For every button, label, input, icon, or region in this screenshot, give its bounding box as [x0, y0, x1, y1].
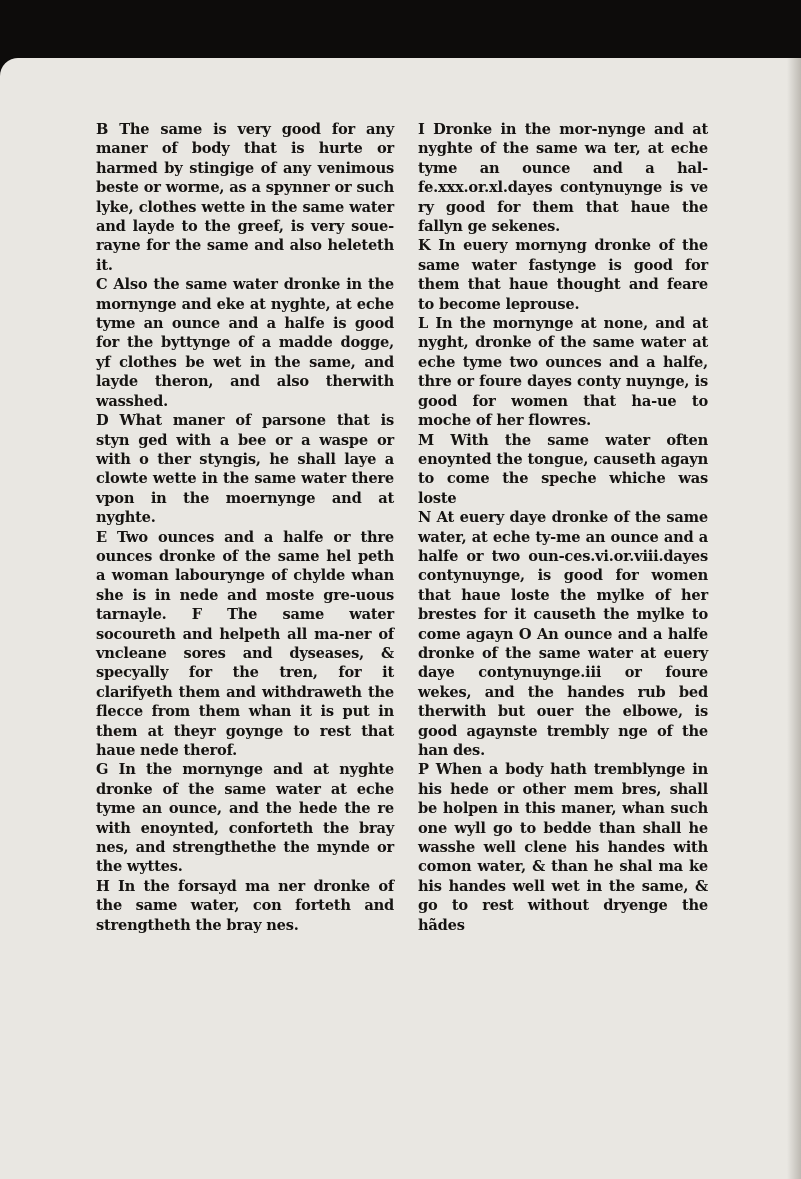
right-column	[418, 120, 708, 935]
paragraph-p: P When a body hath tremblynge in his hede or other mem bres, shall be holpen in this maner, whan such one wyll go to bedde than shall he wasshe well clene his handes with comon water, & than he shal ma ke his handes well wet in the same, & go to rest without dryenge the hãdes	[418, 761, 708, 934]
paragraph-g: G In the mornynge and at nyghte dronke of the same water at eche tyme an ounce, and the hede the re with enoynted, conforteth the bray nes, and strengthethe the mynde or the wyttes.	[96, 761, 394, 876]
paragraph-e-f: E Two ounces and a halfe or thre ounces dronke of the same hel peth a woman labourynge of chylde whan she is in nede and moste gre-uous tarnayle. F The same water socoureth and helpeth all ma-ner of vncleane sores and dyseases, & specyally for the tren, for it clarifyeth them and withdraweth the flecce from them whan it is put in them at theyr goynge to rest that haue nede therof.	[96, 528, 394, 759]
paragraph-n-o: N At euery daye dronke of the same water, at eche ty-me an ounce and a halfe or two oun-ces.vi.or.viii.dayes contynuynge, is good for women that haue loste the mylke of her brestes for it causeth the mylke to come agayn O An ounce and a halfe dronke of the same water at euery daye contynuynge.iii or foure wekes, and the handes rub bed therwith but ouer the elbowe, is good agaynste trembly nge of the han des.	[418, 509, 708, 759]
page-edge-right	[787, 58, 801, 1179]
paragraph-l: L In the mornynge at none, and at nyght, dronke of the same water at eche tyme two ounces and a halfe, thre or foure dayes conty nuynge, is good for women that ha-ue to moche of her flowres.	[418, 315, 708, 430]
paragraph-b: B The same is very good for any maner of body that is hurte or harmed by stingige of any venimous beste or worme, as a spynner or such lyke, clothes wette in the same water and layde to the greef, is very soue-rayne for the same and also heleteth it.	[96, 121, 394, 274]
paragraph-h: H In the forsayd ma ner dronke of the same water, con forteth and strengtheth the bray nes.	[96, 877, 394, 934]
paragraph-i: I Dronke in the mor-nynge and at nyghte of the same wa ter, at eche tyme an ounce and a hal-fe.xxx.or.xl.dayes contynuynge is ve ry good for them that haue the fallyn ge sekenes.	[418, 121, 708, 236]
paragraph-m: M With the same water often enoynted the tongue, causeth agayn to come the speche whiche was loste	[418, 431, 708, 507]
paragraph-k: K In euery mornyng dronke of the same water fastynge is good for them that haue thought and feare to become leprouse.	[418, 237, 708, 313]
paragraph-d: D What maner of parsone that is styn ged with a bee or a waspe or with o ther styngis, he shall laye a clowte wette in the same water there vpon in the moernynge and at nyghte.	[96, 412, 394, 527]
left-column	[96, 120, 394, 935]
paragraph-c: C Also the same water dronke in the mornynge and eke at nyghte, at eche tyme an ounce and a halfe is good for the byttynge of a madde dogge, yf clothes be wet in the same, and layde theron, and also therwith wasshed.	[96, 276, 394, 410]
